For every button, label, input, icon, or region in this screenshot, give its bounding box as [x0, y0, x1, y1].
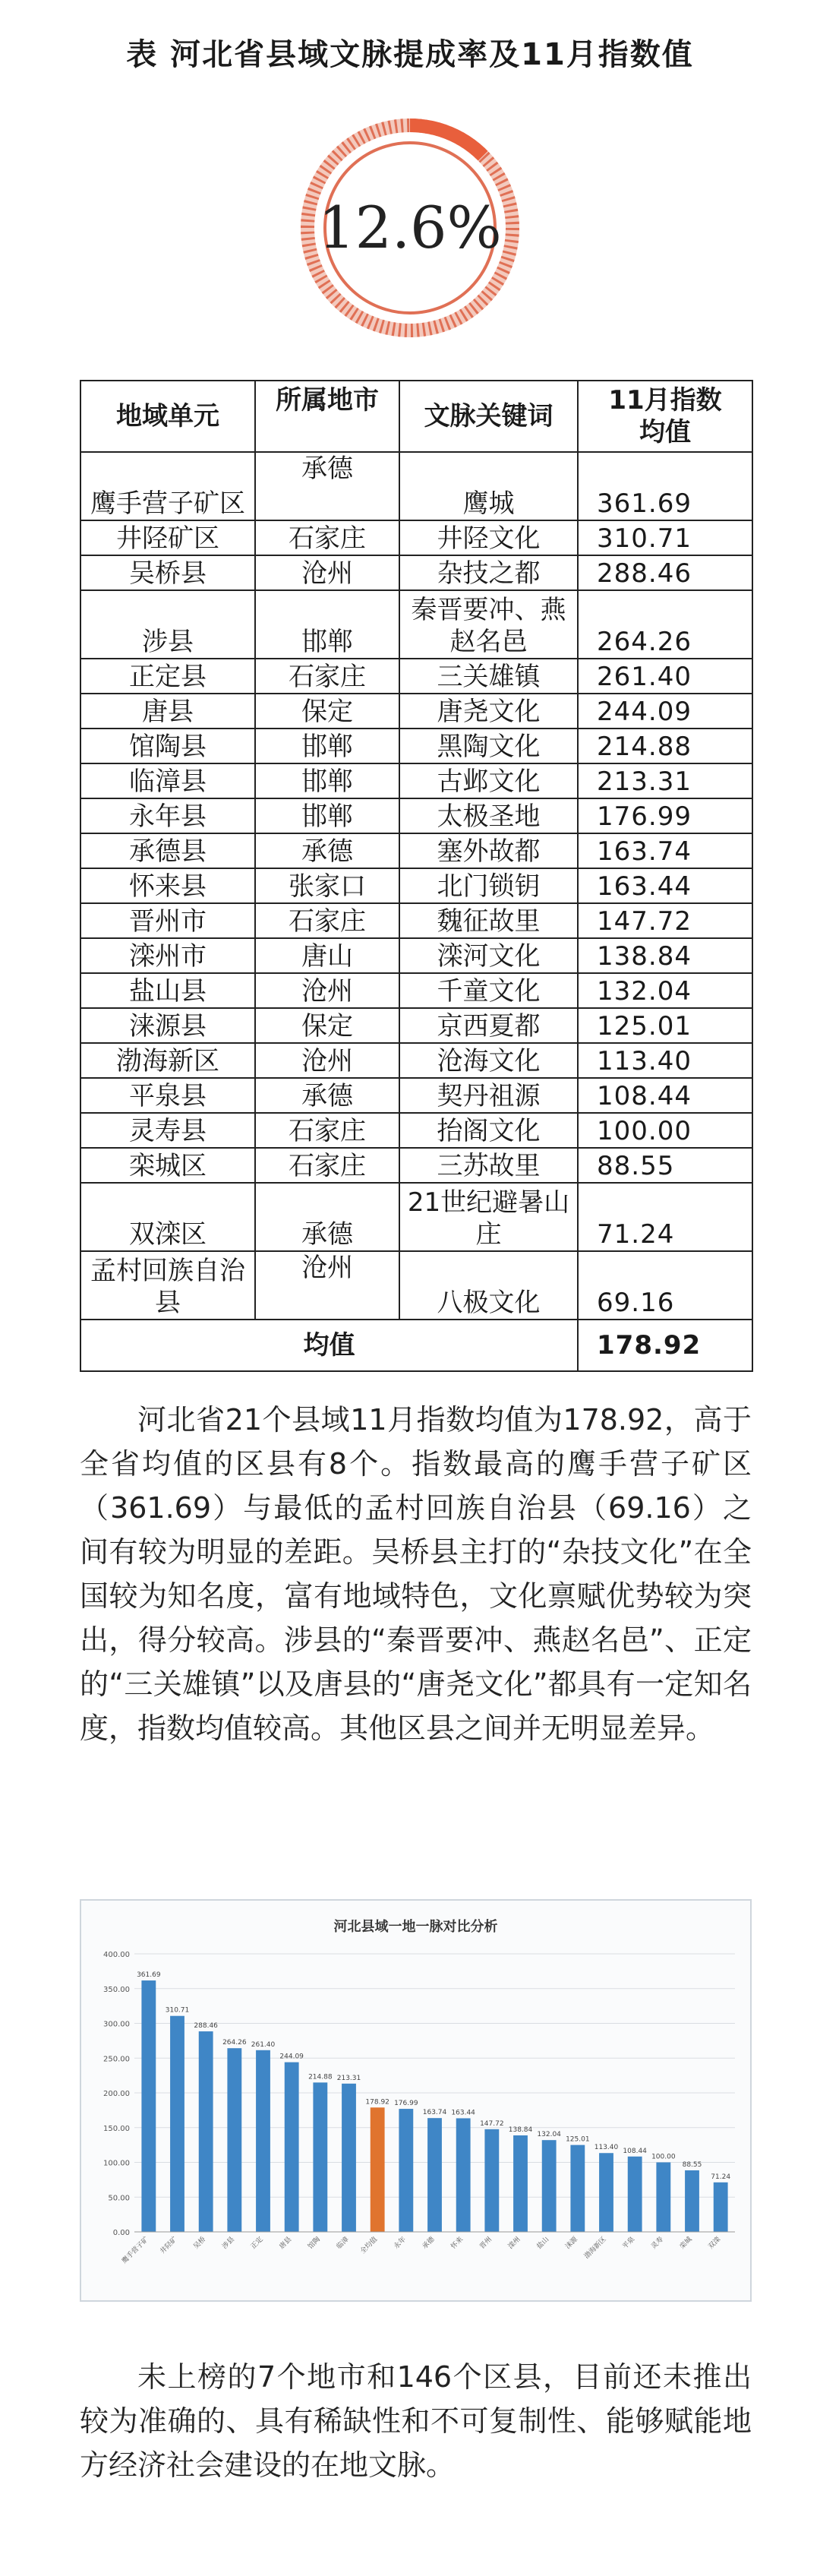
bar	[427, 2118, 442, 2232]
unit-cell: 双滦区	[80, 1183, 255, 1251]
bar	[484, 2129, 499, 2232]
bar-value-label: 163.44	[451, 2109, 475, 2117]
header-value: 11月指数均值	[578, 381, 752, 452]
value-cell: 71.24	[578, 1183, 752, 1251]
city-cell: 邯郸	[255, 798, 399, 833]
bar	[342, 2084, 356, 2232]
table-row	[80, 973, 752, 1008]
bar-value-label: 261.40	[251, 2040, 276, 2049]
city-cell: 保定	[255, 694, 399, 729]
category-label: 承德	[421, 2236, 437, 2251]
category-label: 怀来	[449, 2236, 465, 2251]
category-label: 井陉矿	[159, 2236, 179, 2256]
keyword-cell: 杂技之都	[399, 555, 578, 590]
page-title: 表 河北省县域文脉提成率及11月指数值	[126, 37, 694, 72]
table-average-row	[80, 1320, 752, 1371]
bar-value-label: 264.26	[222, 2039, 247, 2047]
table-row	[80, 694, 752, 729]
unit-cell: 渤海新区	[80, 1043, 255, 1078]
value-cell: 310.71	[578, 520, 752, 555]
bar	[285, 2062, 299, 2232]
table-row	[80, 1183, 752, 1251]
value-cell: 288.46	[578, 555, 752, 590]
category-label: 鹰手营子矿	[121, 2236, 150, 2265]
category-label: 涉县	[221, 2236, 236, 2251]
y-tick-label: 150.00	[103, 2124, 130, 2133]
y-tick-label: 350.00	[103, 1985, 130, 1994]
table-row	[80, 555, 752, 590]
table-row	[80, 729, 752, 763]
category-label: 正定	[249, 2236, 265, 2251]
keyword-cell: 沧海文化	[399, 1043, 578, 1078]
bar-value-label: 71.24	[711, 2173, 731, 2181]
unit-cell: 涉县	[80, 590, 255, 659]
keyword-cell: 井陉文化	[399, 520, 578, 555]
unit-cell: 平泉县	[80, 1078, 255, 1113]
table-row	[80, 520, 752, 555]
bar-value-label: 214.88	[308, 2073, 333, 2081]
bar	[371, 2107, 385, 2232]
header-keyword: 文脉关键词	[399, 381, 578, 452]
keyword-cell: 三关雄镇	[399, 659, 578, 694]
table-row	[80, 1148, 752, 1183]
value-cell: 88.55	[578, 1148, 752, 1183]
keyword-cell: 滦河文化	[399, 938, 578, 973]
bar-value-label: 147.72	[480, 2119, 504, 2128]
unit-cell: 正定县	[80, 659, 255, 694]
category-label: 栾城	[678, 2236, 694, 2251]
city-cell: 石家庄	[255, 520, 399, 555]
bar	[542, 2140, 557, 2232]
bar-value-label: 88.55	[682, 2160, 702, 2169]
bar-value-label: 178.92	[365, 2098, 390, 2107]
bar-value-label: 310.71	[165, 2006, 190, 2015]
unit-cell: 盐山县	[80, 973, 255, 1008]
city-cell: 邯郸	[255, 729, 399, 763]
header-city: 所属地市	[255, 381, 399, 452]
city-cell: 承德	[255, 833, 399, 868]
bar-value-label: 132.04	[537, 2131, 561, 2139]
table-row	[80, 833, 752, 868]
category-label: 滦州	[506, 2236, 522, 2251]
bar-value-label: 176.99	[394, 2100, 418, 2108]
bar-value-label: 138.84	[508, 2126, 533, 2134]
unit-cell: 鹰手营子矿区	[80, 452, 255, 520]
unit-cell: 栾城区	[80, 1148, 255, 1183]
city-cell: 邯郸	[255, 590, 399, 659]
city-cell: 邯郸	[255, 763, 399, 798]
value-cell: 163.44	[578, 868, 752, 903]
bar	[141, 1980, 156, 2232]
keyword-cell: 秦晋要冲、燕赵名邑	[399, 590, 578, 659]
unit-cell: 馆陶县	[80, 729, 255, 763]
category-label: 平泉	[621, 2236, 637, 2251]
table-row	[80, 452, 752, 520]
bar	[227, 2048, 241, 2232]
chart-title: 河北县域一地一脉对比分析	[333, 1919, 498, 1935]
y-tick-label: 250.00	[103, 2055, 130, 2064]
bar-value-label: 163.74	[422, 2109, 447, 2117]
unit-cell: 唐县	[80, 694, 255, 729]
keyword-cell: 塞外故都	[399, 833, 578, 868]
bar	[599, 2153, 613, 2232]
bar	[714, 2182, 728, 2232]
city-cell: 石家庄	[255, 659, 399, 694]
value-cell: 132.04	[578, 973, 752, 1008]
table-row	[80, 1043, 752, 1078]
category-label: 永年	[393, 2236, 408, 2251]
bar-value-label: 100.00	[651, 2153, 676, 2161]
unit-cell: 滦州市	[80, 938, 255, 973]
y-tick-label: 100.00	[103, 2159, 130, 2168]
keyword-cell: 契丹祖源	[399, 1078, 578, 1113]
bar	[199, 2031, 213, 2232]
city-cell: 沧州	[255, 1043, 399, 1078]
bar	[170, 2016, 184, 2232]
gauge-value: 12.6%	[318, 194, 502, 261]
table-header-row	[80, 381, 752, 452]
unit-cell: 孟村回族自治县	[80, 1251, 255, 1320]
keyword-cell: 21世纪避暑山庄	[399, 1183, 578, 1251]
city-cell: 保定	[255, 1008, 399, 1043]
category-label: 临漳	[335, 2236, 351, 2251]
analysis-paragraph: 河北省21个县域11月指数均值为178.92，高于全省均值的区县有8个。指数最高的鹰手营子矿区（361.69）与最低的孟村回族自治县（69.16）之间有较为明显的差距。吴桥县主打的“杂技文化”在全国较为知名度，富有地域特色，文化禀赋优势较为突出，得分较高。涉县的“秦晋要冲、燕赵名邑”、正定的“三关雄镇”以及唐县的“唐尧文化”都具有一定知名度，指数均值较高。其他区县之间并无明显差异。	[80, 1403, 752, 1745]
value-cell: 361.69	[578, 452, 752, 520]
unit-cell: 承德县	[80, 833, 255, 868]
keyword-cell: 抬阁文化	[399, 1113, 578, 1148]
city-cell: 石家庄	[255, 1113, 399, 1148]
bar-value-label: 361.69	[137, 1971, 161, 1980]
table-row	[80, 1113, 752, 1148]
bar	[685, 2170, 699, 2232]
bar	[570, 2145, 585, 2232]
value-cell: 147.72	[578, 903, 752, 938]
category-label: 双滦	[707, 2236, 723, 2251]
value-cell: 138.84	[578, 938, 752, 973]
unit-cell: 晋州市	[80, 903, 255, 938]
keyword-cell: 京西夏都	[399, 1008, 578, 1043]
unit-cell: 灵寿县	[80, 1113, 255, 1148]
unit-cell: 井陉矿区	[80, 520, 255, 555]
header-unit: 地域单元	[80, 381, 255, 452]
keyword-cell: 八极文化	[399, 1251, 578, 1320]
keyword-cell: 北门锁钥	[399, 868, 578, 903]
unit-cell: 临漳县	[80, 763, 255, 798]
bar-value-label: 125.01	[566, 2135, 590, 2144]
keyword-cell: 唐尧文化	[399, 694, 578, 729]
value-cell: 100.00	[578, 1113, 752, 1148]
bar	[456, 2118, 471, 2232]
city-cell: 承德	[255, 1183, 399, 1251]
index-table	[80, 380, 753, 1372]
category-label: 全均值	[359, 2236, 380, 2256]
unit-cell: 涞源县	[80, 1008, 255, 1043]
keyword-cell: 三苏故里	[399, 1148, 578, 1183]
bar-value-label: 213.31	[336, 2074, 361, 2082]
table-row	[80, 903, 752, 938]
keyword-cell: 鹰城	[399, 452, 578, 520]
table-row	[80, 938, 752, 973]
table-row	[80, 1251, 752, 1320]
value-cell: 214.88	[578, 729, 752, 763]
keyword-cell: 黑陶文化	[399, 729, 578, 763]
table-row	[80, 763, 752, 798]
y-tick-label: 300.00	[103, 2020, 130, 2029]
table-row	[80, 659, 752, 694]
city-cell: 石家庄	[255, 903, 399, 938]
value-cell: 69.16	[578, 1251, 752, 1320]
y-tick-label: 50.00	[108, 2194, 130, 2203]
bar	[656, 2163, 670, 2233]
value-cell: 213.31	[578, 763, 752, 798]
value-cell: 264.26	[578, 590, 752, 659]
category-label: 吴桥	[192, 2236, 208, 2251]
y-tick-label: 200.00	[103, 2090, 130, 2098]
bar-value-label: 108.44	[623, 2147, 647, 2155]
keyword-cell: 千童文化	[399, 973, 578, 1008]
category-label: 唐县	[278, 2236, 294, 2251]
bar	[313, 2082, 327, 2232]
bar-value-label: 244.09	[279, 2053, 304, 2061]
unit-cell: 永年县	[80, 798, 255, 833]
bar-value-label: 113.40	[594, 2144, 619, 2152]
value-cell: 113.40	[578, 1043, 752, 1078]
table-row	[80, 798, 752, 833]
city-cell: 张家口	[255, 868, 399, 903]
bar-value-label: 288.46	[194, 2022, 218, 2031]
bar-chart-container	[80, 1899, 752, 2302]
city-cell: 承德	[255, 1078, 399, 1113]
city-cell: 沧州	[255, 1251, 399, 1320]
bar	[513, 2135, 528, 2232]
category-label: 涞源	[564, 2236, 579, 2251]
keyword-cell: 古邺文化	[399, 763, 578, 798]
category-label: 盐山	[535, 2236, 551, 2251]
value-cell: 261.40	[578, 659, 752, 694]
keyword-cell: 太极圣地	[399, 798, 578, 833]
bar	[628, 2157, 642, 2232]
bar	[399, 2109, 413, 2232]
bar	[256, 2050, 270, 2232]
bar-chart	[81, 1901, 750, 2300]
city-cell: 沧州	[255, 555, 399, 590]
category-label: 灵寿	[650, 2236, 665, 2251]
city-cell: 唐山	[255, 938, 399, 973]
average-label: 均值	[80, 1320, 578, 1371]
average-value: 178.92	[578, 1320, 752, 1371]
city-cell: 石家庄	[255, 1148, 399, 1183]
unit-cell: 怀来县	[80, 868, 255, 903]
percentage-gauge	[296, 114, 524, 342]
value-cell: 176.99	[578, 798, 752, 833]
value-cell: 108.44	[578, 1078, 752, 1113]
city-cell: 承德	[255, 452, 399, 520]
value-cell: 163.74	[578, 833, 752, 868]
unit-cell: 吴桥县	[80, 555, 255, 590]
conclusion-paragraph: 未上榜的7个地市和146个区县，目前还未推出较为准确的、具有稀缺性和不可复制性、能够赋能地方经济社会建设的在地文脉。	[80, 2360, 752, 2482]
category-label: 晋州	[478, 2236, 494, 2251]
table-row	[80, 1008, 752, 1043]
table-row	[80, 1078, 752, 1113]
category-label: 渤海新区	[583, 2236, 608, 2261]
value-cell: 125.01	[578, 1008, 752, 1043]
keyword-cell: 魏征故里	[399, 903, 578, 938]
table-row	[80, 868, 752, 903]
y-tick-label: 0.00	[112, 2229, 130, 2237]
table-row	[80, 590, 752, 659]
category-label: 馆陶	[307, 2236, 322, 2251]
y-tick-label: 400.00	[103, 1951, 130, 1959]
city-cell: 沧州	[255, 973, 399, 1008]
value-cell: 244.09	[578, 694, 752, 729]
